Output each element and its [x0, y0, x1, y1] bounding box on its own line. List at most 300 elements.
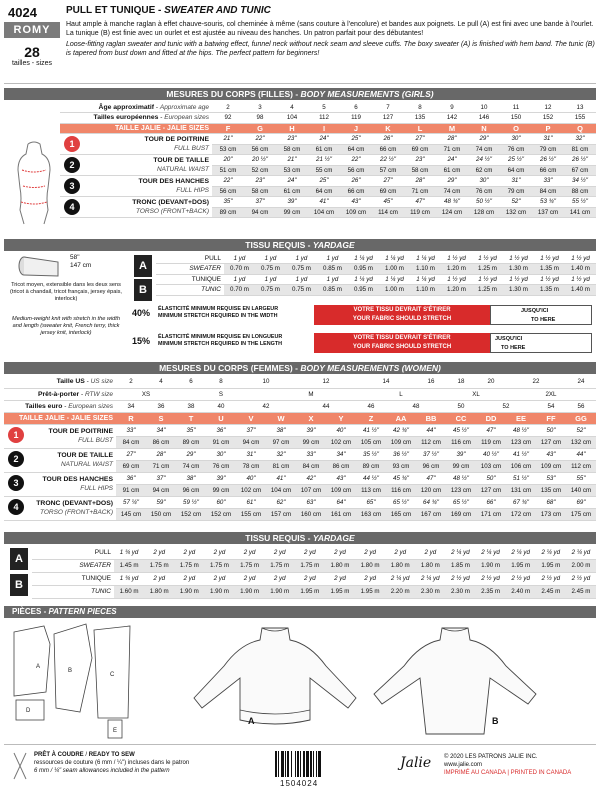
meter-cell: 1.60 m: [114, 585, 144, 598]
cm-cell: 120 cm: [416, 484, 446, 496]
cm-cell: 76 cm: [206, 460, 236, 472]
cm-cell: 109 cm: [326, 484, 356, 496]
inch-cell: 57 ¼": [116, 496, 146, 508]
age-cell: 12: [532, 102, 564, 113]
cm-cell: 112 cm: [566, 460, 596, 472]
yardage-row: [156, 253, 596, 264]
cm-cell: 61 cm: [308, 144, 340, 155]
cm-cell: 131 cm: [506, 484, 536, 496]
yard-cell: 1 ¼ yd: [379, 274, 410, 285]
meter-cell: 1.90 m: [204, 585, 234, 598]
yard-cell: 2 ¼ yd: [476, 546, 506, 559]
inch-cell: 27": [116, 448, 146, 460]
cm-cell: 66 cm: [372, 144, 404, 155]
inch-cell: 43": [340, 197, 372, 208]
inch-cell: 22": [340, 155, 372, 166]
cm-cell: 171 cm: [476, 508, 506, 520]
yard-cell: 1 yd: [317, 253, 348, 264]
view-b-badge: B: [134, 279, 152, 301]
inch-cell: 41": [266, 472, 296, 484]
cm-cell: 175 cm: [566, 508, 596, 520]
jalie-size-cell: R: [116, 412, 146, 424]
girls-measurements-table: [60, 102, 596, 218]
meter-cell: 1.85 m: [445, 559, 475, 572]
measurement-row: [60, 134, 596, 145]
inch-cell: 50": [476, 472, 506, 484]
cm-cell: 51 cm: [212, 165, 244, 176]
inch-cell: 32": [564, 134, 596, 145]
meter-cell: 1.80 m: [385, 559, 415, 572]
inch-cell: 51 ½": [506, 472, 536, 484]
meter-cell: 1.00 m: [379, 285, 410, 296]
inch-cell: 25": [340, 134, 372, 145]
barcode-bar: [287, 751, 289, 777]
yard-cell: 1 ¼ yd: [348, 274, 379, 285]
cm-cell: 74 cm: [468, 144, 500, 155]
meter-cell: 0.95 m: [348, 264, 379, 275]
jalie-size-cell: J: [340, 123, 372, 134]
jalie-size-cell: O: [500, 123, 532, 134]
jalie-size-cell: Q: [564, 123, 596, 134]
yard-cell: 1 ¼ yd: [410, 253, 441, 264]
euro-size-cell: 155: [564, 113, 596, 124]
piece-label: E: [113, 728, 118, 734]
euro-size-cell: 104: [276, 113, 308, 124]
meter-cell: 2.35 m: [476, 585, 506, 598]
age-cell: 3: [244, 102, 276, 113]
barcode-bar: [318, 751, 321, 777]
yard-cell: 2 yd: [204, 546, 234, 559]
cm-cell: 74 cm: [176, 460, 206, 472]
row-label: Tailles euro - European sizes: [4, 400, 116, 412]
inch-cell: 31": [500, 176, 532, 187]
euro-row: [60, 113, 596, 124]
cm-cell: 79 cm: [532, 144, 564, 155]
cm-cell: 123 cm: [506, 436, 536, 448]
body-silhouette-icon: [14, 140, 54, 226]
inch-cell: 42 ¾": [386, 424, 416, 436]
yard-cell: 2 yd: [235, 572, 265, 585]
jalie-size-cell: P: [532, 123, 564, 134]
inch-cell: 30": [206, 448, 236, 460]
inch-cell: 34": [326, 448, 356, 460]
cm-cell: 71 cm: [146, 460, 176, 472]
measurement-row: [60, 197, 596, 208]
row-label: TOUR DE TAILLE NATURAL WAIST 2: [60, 155, 212, 176]
yard-cell: 2 ¼ yd: [445, 546, 475, 559]
yard-cell: 1 ½ yd: [441, 253, 472, 264]
yard-cell: 1 ½ yd: [441, 274, 472, 285]
barcode-bar: [291, 751, 292, 777]
yard-cell: 2 yd: [144, 546, 174, 559]
inch-cell: 39": [446, 448, 476, 460]
meter-cell: 2.30 m: [445, 585, 475, 598]
euro-size-cell: 50: [446, 400, 476, 412]
measurement-number-badge: 4: [64, 199, 80, 215]
cm-cell: 71 cm: [404, 186, 436, 197]
cm-cell: 116 cm: [386, 484, 416, 496]
cm-cell: 157 cm: [266, 508, 296, 520]
yard-cell: 1 yd: [255, 274, 286, 285]
cm-cell: 86 cm: [326, 460, 356, 472]
cm-cell: 58 cm: [244, 186, 276, 197]
meter-cell: 0.95 m: [348, 285, 379, 296]
inch-cell: 59": [146, 496, 176, 508]
yard-cell: 1 ½ yd: [472, 253, 503, 264]
cm-cell: 119 cm: [476, 436, 506, 448]
cm-cell: 119 cm: [404, 207, 436, 218]
title-fr: PULL ET TUNIQUE: [66, 5, 156, 16]
yard-cell: 1 ½ yd: [503, 253, 534, 264]
jalie-size-label: TAILLE JALIE - JALIE SIZES: [4, 412, 116, 424]
meter-cell: 1.80 m: [415, 559, 445, 572]
inch-cell: 45 ½": [446, 424, 476, 436]
inch-cell: 33": [296, 448, 326, 460]
scissors-icon: [10, 751, 30, 781]
euro-size-cell: 38: [176, 400, 206, 412]
inch-cell: 28": [146, 448, 176, 460]
barcode-bar: [297, 751, 299, 777]
piece-outline: [54, 624, 92, 712]
euro-size-cell: 46: [356, 400, 386, 412]
inch-cell: 69": [566, 496, 596, 508]
cm-cell: 145 cm: [116, 508, 146, 520]
inch-cell: 52": [500, 197, 532, 208]
yardage-row-m: [32, 559, 596, 572]
inch-cell: 23": [276, 134, 308, 145]
inch-cell: 26 ½": [564, 155, 596, 166]
yard-cell: 1 ¾ yd: [114, 546, 144, 559]
cm-cell: 53 cm: [276, 165, 308, 176]
inch-cell: 29": [436, 176, 468, 187]
cm-cell: 152 cm: [206, 508, 236, 520]
euro-size-cell: 48: [386, 400, 446, 412]
inch-cell: 67 ¾": [506, 496, 536, 508]
yard-cell: 2 ½ yd: [476, 572, 506, 585]
cm-cell: 152 cm: [176, 508, 206, 520]
us-size-cell: 22: [506, 376, 566, 388]
age-cell: 8: [404, 102, 436, 113]
inch-cell: 64 ¾": [416, 496, 446, 508]
meter-cell: 1.00 m: [379, 264, 410, 275]
measurement-row: [60, 155, 596, 166]
tunic-flat-drawing: [370, 624, 540, 740]
euro-size-cell: 142: [436, 113, 468, 124]
jalie-size-cell: Z: [356, 412, 386, 424]
barcode-bar: [285, 751, 286, 777]
cm-cell: 66 cm: [532, 165, 564, 176]
cm-cell: 140 cm: [566, 484, 596, 496]
inch-cell: 21": [212, 134, 244, 145]
meter-cell: 0.75 m: [255, 264, 286, 275]
inch-cell: 27": [404, 134, 436, 145]
yardage-row: [32, 546, 596, 559]
garment-label-fr: PULL: [32, 546, 114, 559]
inch-cell: 38": [176, 472, 206, 484]
inch-cell: 52": [566, 424, 596, 436]
row-label: TOUR DE POITRINE FULL BUST 1: [60, 134, 212, 155]
inch-cell: 47": [416, 472, 446, 484]
yardage-row-m: [32, 585, 596, 598]
barcode-bar: [281, 751, 284, 777]
euro-size-cell: 152: [532, 113, 564, 124]
cm-cell: 128 cm: [468, 207, 500, 218]
cm-cell: 173 cm: [536, 508, 566, 520]
description-en: Loose-fitting raglan sweater and tunic with a batwing effect, funnel neck without neck seam and sleeve cuffs. The boxy sweater (A) is finished with hem band. The tunic (B) is tapered from bust down and fitted at the hips. The perfect pattern for beginners!: [66, 41, 595, 57]
yard-cell: 2 ½ yd: [445, 572, 475, 585]
women-yardage-title: TISSU REQUIS - YARDAGE: [4, 532, 596, 544]
jalie-size-row: [4, 412, 596, 424]
meter-cell: 1.10 m: [410, 285, 441, 296]
meter-cell: 1.80 m: [144, 585, 174, 598]
inch-cell: 50": [536, 424, 566, 436]
yard-cell: 1 yd: [255, 253, 286, 264]
fabric-roll-icon: [14, 254, 62, 278]
jalie-size-cell: U: [206, 412, 236, 424]
measurement-row: [4, 472, 596, 484]
inch-cell: 45": [372, 197, 404, 208]
cm-cell: 161 cm: [326, 508, 356, 520]
meter-cell: 1.80 m: [355, 559, 385, 572]
meter-cell: 1.95 m: [536, 559, 566, 572]
yard-cell: 1 ¾ yd: [114, 572, 144, 585]
euro-size-cell: 150: [500, 113, 532, 124]
us-size-cell: 18: [446, 376, 476, 388]
measurement-number-badge: 3: [8, 475, 24, 491]
yard-cell: 2 yd: [174, 572, 204, 585]
cm-cell: 93 cm: [386, 460, 416, 472]
meter-cell: 1.40 m: [565, 285, 596, 296]
cm-cell: 135 cm: [536, 484, 566, 496]
yard-cell: 1 ¼ yd: [348, 253, 379, 264]
inch-cell: 24": [436, 155, 468, 166]
pattern-title: PULL ET TUNIQUE - SWEATER AND TUNIC: [66, 5, 271, 16]
meter-cell: 1.75 m: [295, 559, 325, 572]
jalie-size-cell: F: [212, 123, 244, 134]
euro-size-cell: 44: [296, 400, 356, 412]
meter-cell: 1.30 m: [503, 285, 534, 296]
barcode-bar: [303, 751, 305, 777]
inch-cell: 34": [146, 424, 176, 436]
description-fr: Haut ample à manche raglan à effet chauve-souris, col cheminée à même (sans couture à l'encolure) et bandes aux poignets. Le pull (A) est fini avec une bande à l'ourlet. La tunique (B) est finie avec un ourlet et est ajustée au niveau des hanches. Un patron parfait pour des débutantes!: [66, 21, 594, 37]
inch-cell: 36 ½": [386, 448, 416, 460]
inch-cell: 37": [146, 472, 176, 484]
cm-cell: 56 cm: [212, 186, 244, 197]
barcode-bar: [278, 751, 279, 777]
euro-size-cell: 119: [340, 113, 372, 124]
euro-size-cell: 36: [146, 400, 176, 412]
meter-cell: 2.20 m: [385, 585, 415, 598]
cm-cell: 84 cm: [296, 460, 326, 472]
inch-cell: 47": [404, 197, 436, 208]
cm-cell: 56 cm: [244, 144, 276, 155]
cm-cell: 61 cm: [276, 186, 308, 197]
inch-cell: 38": [266, 424, 296, 436]
piece-label: D: [26, 708, 31, 714]
yard-cell: 1 ½ yd: [565, 253, 596, 264]
cm-cell: 88 cm: [564, 186, 596, 197]
yard-cell: 1 yd: [286, 274, 317, 285]
measurement-number-badge: 3: [64, 178, 80, 194]
age-cell: 10: [468, 102, 500, 113]
yard-cell: 2 yd: [325, 572, 355, 585]
fabric-desc-fr: Tricot moyen, extensible dans les deux sens (tricot à chandail, tricot français, jersey épais, interlock): [10, 282, 122, 302]
garment-label-en: SWEATER: [156, 264, 224, 275]
cm-cell: 58 cm: [276, 144, 308, 155]
inch-cell: 39": [206, 472, 236, 484]
barcode-bar: [306, 751, 309, 777]
pattern-number: 4024: [8, 5, 37, 20]
inch-cell: 21 ½": [308, 155, 340, 166]
meter-cell: 1.95 m: [355, 585, 385, 598]
meter-cell: 1.90 m: [174, 585, 204, 598]
piece-outline: [14, 626, 50, 696]
cm-cell: 94 cm: [236, 436, 266, 448]
inch-cell: 40": [326, 424, 356, 436]
piece-label: C: [110, 672, 115, 678]
cm-cell: 165 cm: [386, 508, 416, 520]
yard-cell: 1 ½ yd: [565, 274, 596, 285]
sweater-flat-drawing: [190, 624, 360, 734]
meter-cell: 2.45 m: [566, 585, 596, 598]
meter-cell: 1.20 m: [441, 285, 472, 296]
yard-cell: 2 yd: [325, 546, 355, 559]
girls-yardage-table: [156, 253, 596, 296]
meter-cell: 1.40 m: [565, 264, 596, 275]
girls-section-title: MESURES DU CORPS (FILLES) - BODY MEASUREMENTS (GIRLS): [4, 88, 596, 100]
rtw-size-row: [4, 388, 596, 400]
euro-size-cell: 54: [536, 400, 566, 412]
yard-cell: 1 yd: [224, 274, 255, 285]
meter-cell: 0.85 m: [317, 264, 348, 275]
cm-cell: 56 cm: [340, 165, 372, 176]
jalie-size-cell: I: [308, 123, 340, 134]
cm-cell: 102 cm: [326, 436, 356, 448]
meter-cell: 1.90 m: [476, 559, 506, 572]
yard-cell: 2 yd: [295, 546, 325, 559]
cm-cell: 64 cm: [340, 144, 372, 155]
meter-cell: 1.80 m: [325, 559, 355, 572]
size-count: 28: [24, 44, 40, 60]
age-cell: 9: [436, 102, 468, 113]
cm-cell: 172 cm: [506, 508, 536, 520]
barcode-bar: [295, 751, 296, 777]
measurement-row: [60, 176, 596, 187]
inch-cell: 62": [266, 496, 296, 508]
meter-cell: 0.75 m: [286, 285, 317, 296]
barcode-bar: [316, 751, 317, 777]
jalie-size-cell: H: [276, 123, 308, 134]
piece-label: A: [36, 664, 41, 670]
us-size-cell: 14: [356, 376, 416, 388]
cm-cell: 97 cm: [266, 436, 296, 448]
inch-cell: 22": [212, 176, 244, 187]
cm-cell: 69 cm: [116, 460, 146, 472]
cm-cell: 99 cm: [296, 436, 326, 448]
measurement-number-badge: 4: [8, 499, 24, 515]
garment-label-fr: PULL: [156, 253, 224, 264]
yard-cell: 2 ¼ yd: [566, 546, 596, 559]
inch-cell: 32": [266, 448, 296, 460]
cm-cell: 104 cm: [308, 207, 340, 218]
view-b-badge: B: [10, 574, 28, 596]
cm-cell: 124 cm: [436, 207, 468, 218]
jalie-size-cell: N: [468, 123, 500, 134]
cm-cell: 89 cm: [176, 436, 206, 448]
euro-size-cell: 98: [244, 113, 276, 124]
inch-cell: 48 ½": [506, 424, 536, 436]
meter-cell: 0.75 m: [255, 285, 286, 296]
rtw-size-cell: S: [176, 388, 266, 400]
measurement-row: [4, 448, 596, 460]
cm-cell: 127 cm: [476, 484, 506, 496]
inch-cell: 37": [236, 424, 266, 436]
cm-cell: 167 cm: [416, 508, 446, 520]
jalie-size-cell: W: [266, 412, 296, 424]
inch-cell: 35 ½": [356, 448, 386, 460]
inch-cell: 39": [276, 197, 308, 208]
pattern-id-box: [4, 4, 60, 84]
inch-cell: 48 ¾": [436, 197, 468, 208]
us-size-cell: 6: [176, 376, 206, 388]
inch-cell: 33": [532, 176, 564, 187]
row-label: TRONC (DEVANT+DOS) TORSO (FRONT+BACK) 4: [4, 496, 116, 520]
yard-cell: 2 ½ yd: [536, 572, 566, 585]
view-a-label: A: [248, 716, 255, 726]
yard-cell: 2 yd: [355, 572, 385, 585]
cm-cell: 109 cm: [340, 207, 372, 218]
inch-cell: 29": [176, 448, 206, 460]
euro-size-cell: 52: [476, 400, 536, 412]
barcode-bar: [275, 751, 277, 777]
row-label: Taille US - US size: [4, 376, 116, 388]
cm-cell: 106 cm: [506, 460, 536, 472]
cm-cell: 74 cm: [436, 186, 468, 197]
inch-cell: 48 ½": [446, 472, 476, 484]
cm-cell: 96 cm: [416, 460, 446, 472]
cm-cell: 58 cm: [404, 165, 436, 176]
rtw-size-cell: M: [266, 388, 356, 400]
cm-cell: 52 cm: [244, 165, 276, 176]
inch-cell: 29": [468, 134, 500, 145]
meter-cell: 1.95 m: [295, 585, 325, 598]
meter-cell: 1.90 m: [265, 585, 295, 598]
cm-cell: 107 cm: [296, 484, 326, 496]
inch-cell: 24": [308, 134, 340, 145]
meter-cell: 2.45 m: [536, 585, 566, 598]
row-label: TRONC (DEVANT+DOS) TORSO (FRONT+BACK) 4: [60, 197, 212, 218]
meter-cell: 1.75 m: [235, 559, 265, 572]
yardage-row: [32, 572, 596, 585]
cm-cell: 160 cm: [296, 508, 326, 520]
inch-cell: 21": [276, 155, 308, 166]
inch-cell: 24": [276, 176, 308, 187]
jalie-size-row: [60, 123, 596, 134]
cm-cell: 105 cm: [356, 436, 386, 448]
cm-cell: 69 cm: [404, 144, 436, 155]
inch-cell: 41": [308, 197, 340, 208]
inch-cell: 34 ½": [564, 176, 596, 187]
inch-cell: 53": [536, 472, 566, 484]
measurement-number-badge: 1: [64, 136, 80, 152]
meter-cell: 0.70 m: [224, 264, 255, 275]
meter-cell: 1.10 m: [410, 264, 441, 275]
cm-cell: 76 cm: [500, 144, 532, 155]
euro-size-cell: 112: [308, 113, 340, 124]
row-label: Âge approximatif - Approximate age: [60, 102, 212, 113]
inch-cell: 55 ½": [564, 197, 596, 208]
rtw-size-cell: L: [356, 388, 446, 400]
